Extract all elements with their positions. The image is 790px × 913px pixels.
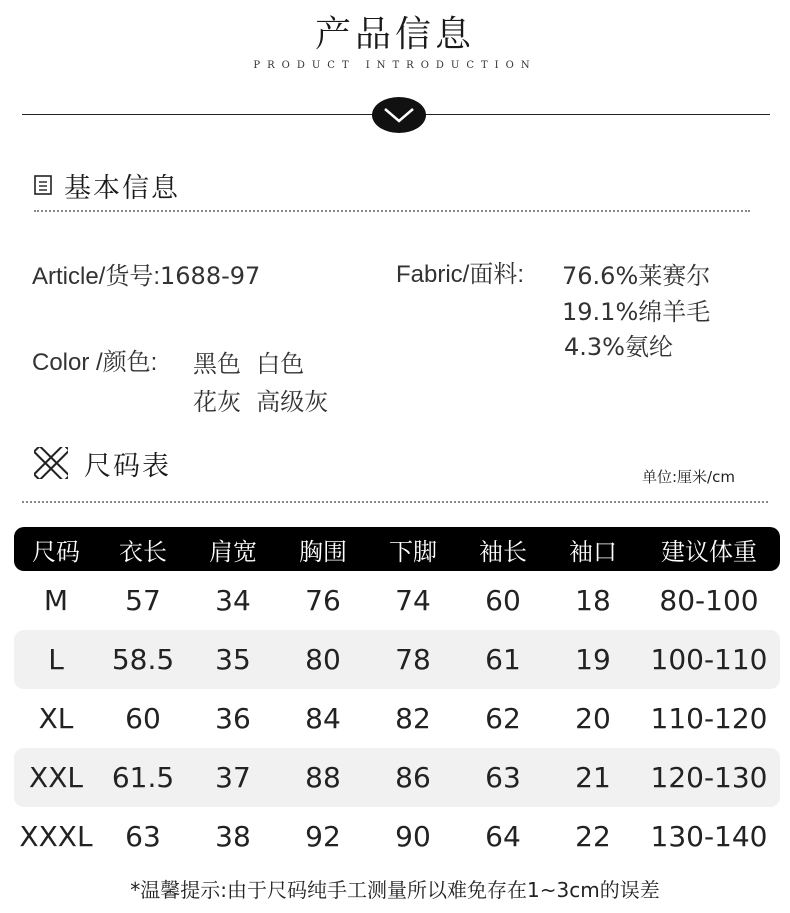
unit-label: 单位:厘米/cm bbox=[642, 468, 735, 486]
table-cell: 36 bbox=[215, 702, 251, 735]
table-cell: 20 bbox=[575, 702, 611, 735]
table-row bbox=[14, 748, 780, 807]
fabric-line: 4.3%氨纶 bbox=[564, 333, 673, 361]
table-cell: L bbox=[14, 630, 98, 689]
table-cell: 19 bbox=[548, 630, 638, 689]
table-row bbox=[14, 571, 780, 630]
basic-info-divider bbox=[34, 210, 750, 212]
table-cell: 84 bbox=[305, 702, 341, 735]
column-header: 肩宽 bbox=[188, 527, 278, 571]
color-line: 黑色 白色 bbox=[193, 350, 305, 378]
table-cell: 82 bbox=[395, 702, 431, 735]
table-row bbox=[14, 689, 780, 748]
column-header: 尺码 bbox=[14, 527, 98, 571]
document-icon bbox=[34, 175, 52, 195]
fabric-line: 19.1%绵羊毛 bbox=[562, 298, 711, 326]
column-header: 建议体重 bbox=[638, 527, 780, 571]
table-cell: XXXL bbox=[19, 820, 93, 853]
color-label: Color /颜色: bbox=[32, 349, 158, 376]
article-row bbox=[32, 256, 260, 291]
table-cell: 57 bbox=[125, 584, 161, 617]
table-cell: 18 bbox=[575, 584, 611, 617]
table-cell: 21 bbox=[548, 748, 638, 807]
table-cell: XL bbox=[38, 702, 74, 735]
table-row bbox=[14, 630, 780, 689]
article-value: 1688-97 bbox=[160, 262, 261, 290]
table-cell: 76 bbox=[305, 584, 341, 617]
table-cell: 92 bbox=[305, 820, 341, 853]
fabric-label: Fabric/面料: bbox=[396, 261, 525, 288]
measurement-note: *温馨提示:由于尺码纯手工测量所以难免存在1~3cm的误差 bbox=[130, 878, 660, 902]
table-header-row bbox=[14, 527, 780, 571]
table-cell: 88 bbox=[278, 748, 368, 807]
table-cell: 58.5 bbox=[98, 630, 188, 689]
page-subtitle: PRODUCT INTRODUCTION bbox=[253, 60, 537, 71]
table-cell: 63 bbox=[458, 748, 548, 807]
ruler-cross-icon bbox=[34, 447, 68, 479]
table-cell: 60 bbox=[485, 584, 521, 617]
chevron-down-icon bbox=[372, 97, 426, 133]
table-cell: 100-110 bbox=[638, 630, 780, 689]
table-cell: 37 bbox=[188, 748, 278, 807]
chevron-badge bbox=[372, 97, 426, 133]
size-chart-divider bbox=[22, 501, 768, 503]
table-cell: 80 bbox=[278, 630, 368, 689]
size-chart-heading: 尺码表 bbox=[84, 451, 171, 482]
table-cell: 110-120 bbox=[650, 702, 768, 735]
table-cell: 22 bbox=[575, 820, 611, 853]
color-line: 花灰 高级灰 bbox=[193, 388, 329, 416]
table-cell: 120-130 bbox=[638, 748, 780, 807]
table-cell: 38 bbox=[215, 820, 251, 853]
table-cell: 35 bbox=[188, 630, 278, 689]
column-header: 衣长 bbox=[98, 527, 188, 571]
table-cell: M bbox=[43, 584, 69, 617]
size-table bbox=[14, 527, 780, 866]
column-header: 胸围 bbox=[278, 527, 368, 571]
table-cell: 74 bbox=[395, 584, 431, 617]
table-cell: 130-140 bbox=[650, 820, 768, 853]
table-cell: 60 bbox=[125, 702, 161, 735]
table-cell: 63 bbox=[125, 820, 161, 853]
table-cell: 62 bbox=[485, 702, 521, 735]
table-cell: 80-100 bbox=[659, 584, 759, 617]
basic-info-heading: 基本信息 bbox=[64, 173, 180, 204]
table-row bbox=[14, 807, 780, 866]
table-cell: 64 bbox=[485, 820, 521, 853]
column-header: 袖口 bbox=[548, 527, 638, 571]
table-cell: XXL bbox=[14, 748, 98, 807]
article-label: Article/货号: bbox=[32, 263, 161, 290]
table-cell: 61.5 bbox=[98, 748, 188, 807]
column-header: 下脚 bbox=[368, 527, 458, 571]
table-cell: 90 bbox=[395, 820, 431, 853]
table-cell: 34 bbox=[215, 584, 251, 617]
page-title: 产品信息 bbox=[314, 14, 475, 55]
fabric-line: 76.6%莱赛尔 bbox=[562, 262, 711, 290]
table-cell: 78 bbox=[368, 630, 458, 689]
column-header: 袖长 bbox=[458, 527, 548, 571]
table-cell: 61 bbox=[458, 630, 548, 689]
table-cell: 86 bbox=[368, 748, 458, 807]
